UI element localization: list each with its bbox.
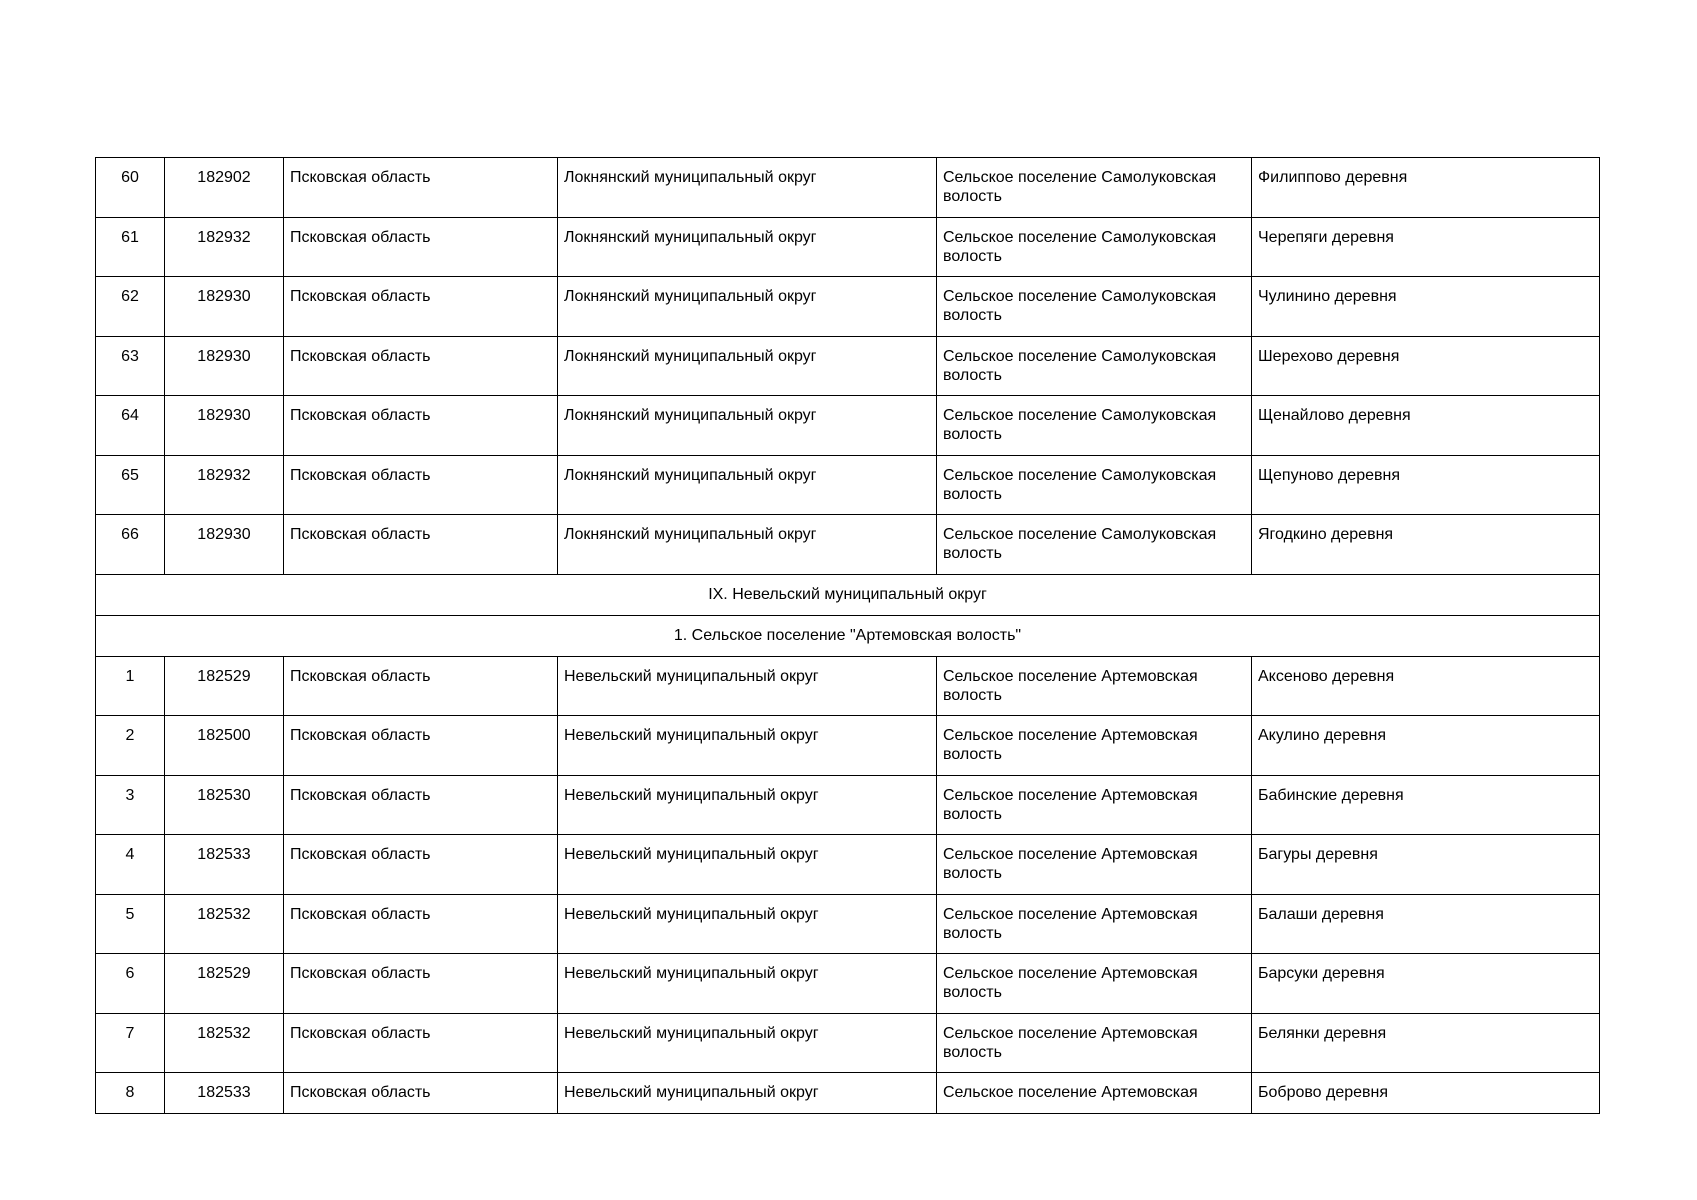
- table-row: [96, 775, 1600, 835]
- region-cell: Псковская область: [284, 277, 558, 337]
- row-number: 3: [96, 775, 165, 835]
- table-row: [96, 835, 1600, 895]
- table-row: [96, 894, 1600, 954]
- district-cell: Невельский муниципальный округ: [558, 775, 937, 835]
- table-row: [96, 455, 1600, 515]
- postal-code: 182930: [165, 277, 284, 337]
- postal-code: 182932: [165, 217, 284, 277]
- district-cell: Невельский муниципальный округ: [558, 1073, 937, 1114]
- postal-code: 182930: [165, 515, 284, 575]
- settlement-cell: Сельское поселение Артемовская волость: [937, 1013, 1252, 1073]
- region-cell: Псковская область: [284, 158, 558, 218]
- table-row: [96, 954, 1600, 1014]
- row-number: 60: [96, 158, 165, 218]
- region-cell: Псковская область: [284, 1013, 558, 1073]
- region-cell: Псковская область: [284, 775, 558, 835]
- locality-cell: Белянки деревня: [1252, 1013, 1600, 1073]
- settlement-cell: Сельское поселение Самолуковская волость: [937, 158, 1252, 218]
- row-number: 6: [96, 954, 165, 1014]
- district-cell: Невельский муниципальный округ: [558, 835, 937, 895]
- locality-cell: Багуры деревня: [1252, 835, 1600, 895]
- table-body-headings: [96, 574, 1600, 656]
- postal-code: 182529: [165, 656, 284, 716]
- region-cell: Псковская область: [284, 217, 558, 277]
- locality-cell: Щенайлово деревня: [1252, 396, 1600, 456]
- table-row: [96, 716, 1600, 776]
- postal-code: 182530: [165, 775, 284, 835]
- postal-code: 182902: [165, 158, 284, 218]
- table-body-bottom: [96, 656, 1600, 1114]
- row-number: 65: [96, 455, 165, 515]
- settlement-cell: Сельское поселение Артемовская волость: [937, 716, 1252, 776]
- settlement-cell: Сельское поселение Самолуковская волость: [937, 396, 1252, 456]
- row-number: 7: [96, 1013, 165, 1073]
- region-cell: Псковская область: [284, 894, 558, 954]
- locality-cell: Филиппово деревня: [1252, 158, 1600, 218]
- locality-cell: Черепяги деревня: [1252, 217, 1600, 277]
- locality-cell: Аксеново деревня: [1252, 656, 1600, 716]
- table-row: [96, 158, 1600, 218]
- section-heading-row: [96, 574, 1600, 615]
- postal-code: 182930: [165, 336, 284, 396]
- row-number: 4: [96, 835, 165, 895]
- settlement-cell: Сельское поселение Самолуковская волость: [937, 336, 1252, 396]
- settlement-cell: Сельское поселение Самолуковская волость: [937, 515, 1252, 575]
- district-cell: Локнянский муниципальный округ: [558, 515, 937, 575]
- postal-code: 182532: [165, 894, 284, 954]
- table-row: [96, 515, 1600, 575]
- row-number: 61: [96, 217, 165, 277]
- region-cell: Псковская область: [284, 336, 558, 396]
- locality-cell: Боброво деревня: [1252, 1073, 1600, 1114]
- row-number: 8: [96, 1073, 165, 1114]
- settlements-table: [95, 157, 1600, 1114]
- locality-cell: Балаши деревня: [1252, 894, 1600, 954]
- region-cell: Псковская область: [284, 716, 558, 776]
- district-cell: Локнянский муниципальный округ: [558, 336, 937, 396]
- postal-code: 182500: [165, 716, 284, 776]
- settlement-cell: Сельское поселение Артемовская волость: [937, 835, 1252, 895]
- district-cell: Локнянский муниципальный округ: [558, 277, 937, 337]
- table-row: [96, 396, 1600, 456]
- locality-cell: Щепуново деревня: [1252, 455, 1600, 515]
- row-number: 64: [96, 396, 165, 456]
- settlement-cell: Сельское поселение Самолуковская волость: [937, 217, 1252, 277]
- settlement-cell: Сельское поселение Самолуковская волость: [937, 455, 1252, 515]
- settlement-cell: Сельское поселение Артемовская волость: [937, 894, 1252, 954]
- table-row: [96, 1013, 1600, 1073]
- district-cell: Локнянский муниципальный округ: [558, 455, 937, 515]
- district-cell: Локнянский муниципальный округ: [558, 158, 937, 218]
- district-cell: Невельский муниципальный округ: [558, 1013, 937, 1073]
- row-number: 1: [96, 656, 165, 716]
- settlement-cell: Сельское поселение Артемовская волость: [937, 775, 1252, 835]
- postal-code: 182533: [165, 1073, 284, 1114]
- settlement-cell: Сельское поселение Артемовская волость: [937, 954, 1252, 1014]
- table-body-top: [96, 158, 1600, 575]
- locality-cell: Чулинино деревня: [1252, 277, 1600, 337]
- subsection-heading-row: [96, 615, 1600, 656]
- postal-code: 182930: [165, 396, 284, 456]
- subsection-heading: 1. Сельское поселение "Артемовская волость": [96, 615, 1600, 656]
- region-cell: Псковская область: [284, 656, 558, 716]
- district-cell: Невельский муниципальный округ: [558, 716, 937, 776]
- settlement-cell: Сельское поселение Артемовская волость: [937, 656, 1252, 716]
- postal-code: 182533: [165, 835, 284, 895]
- table-row: [96, 656, 1600, 716]
- locality-cell: Барсуки деревня: [1252, 954, 1600, 1014]
- table-row: [96, 1073, 1600, 1114]
- locality-cell: Шерехово деревня: [1252, 336, 1600, 396]
- postal-code: 182529: [165, 954, 284, 1014]
- district-cell: Локнянский муниципальный округ: [558, 396, 937, 456]
- table-row: [96, 336, 1600, 396]
- district-cell: Невельский муниципальный округ: [558, 656, 937, 716]
- postal-code: 182932: [165, 455, 284, 515]
- locality-cell: Бабинские деревня: [1252, 775, 1600, 835]
- row-number: 2: [96, 716, 165, 776]
- region-cell: Псковская область: [284, 954, 558, 1014]
- locality-cell: Акулино деревня: [1252, 716, 1600, 776]
- region-cell: Псковская область: [284, 835, 558, 895]
- region-cell: Псковская область: [284, 455, 558, 515]
- region-cell: Псковская область: [284, 396, 558, 456]
- settlement-cell: Сельское поселение Самолуковская волость: [937, 277, 1252, 337]
- row-number: 62: [96, 277, 165, 337]
- region-cell: Псковская область: [284, 515, 558, 575]
- postal-code: 182532: [165, 1013, 284, 1073]
- district-cell: Локнянский муниципальный округ: [558, 217, 937, 277]
- district-cell: Невельский муниципальный округ: [558, 894, 937, 954]
- row-number: 66: [96, 515, 165, 575]
- settlement-cell: Сельское поселение Артемовская: [937, 1073, 1252, 1114]
- locality-cell: Ягодкино деревня: [1252, 515, 1600, 575]
- region-cell: Псковская область: [284, 1073, 558, 1114]
- row-number: 5: [96, 894, 165, 954]
- district-cell: Невельский муниципальный округ: [558, 954, 937, 1014]
- row-number: 63: [96, 336, 165, 396]
- table-row: [96, 277, 1600, 337]
- table-row: [96, 217, 1600, 277]
- section-heading: IX. Невельский муниципальный округ: [96, 574, 1600, 615]
